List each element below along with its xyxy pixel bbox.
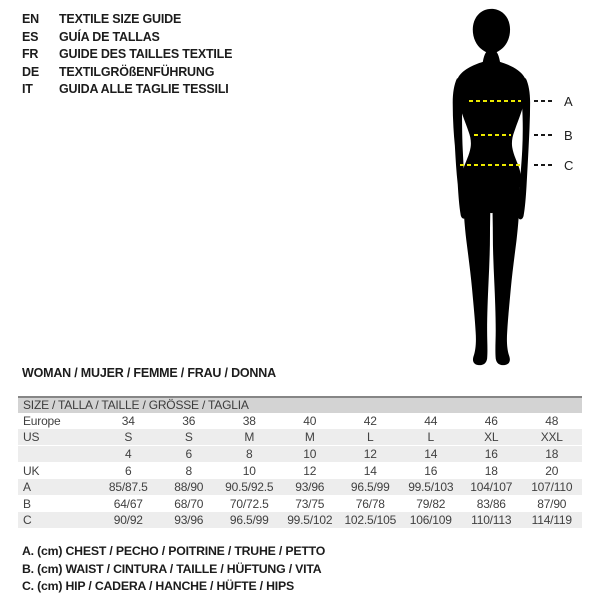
table-cell: 16	[461, 446, 522, 463]
marker-c-label: C	[564, 158, 574, 173]
table-cell: 18	[522, 446, 583, 463]
table-cell: 76/78	[355, 497, 385, 511]
table-cell: 20	[545, 464, 559, 478]
section-title: WOMAN / MUJER / FEMME / FRAU / DONNA	[22, 366, 276, 380]
table-cell: 114/119	[522, 512, 583, 529]
table-cell: 46	[484, 414, 498, 428]
table-cell: 96.5/99	[340, 479, 401, 496]
table-cell: 87/90	[537, 497, 567, 511]
language-row-fr	[22, 46, 232, 64]
row-label: C	[18, 512, 98, 529]
hip-measure-line	[460, 164, 522, 166]
table-cell: 12	[303, 464, 317, 478]
table-cell: 10	[280, 446, 341, 463]
table-row-europe	[18, 413, 582, 429]
table-row-hip-c	[18, 512, 582, 529]
table-cell: 34	[121, 414, 135, 428]
table-cell: 110/113	[461, 512, 522, 529]
language-row-en	[22, 11, 232, 29]
table-cell: 70/72.5	[229, 497, 269, 511]
waist-leader-line	[534, 134, 554, 136]
row-label: UK	[23, 464, 40, 478]
chest-leader-line	[534, 100, 554, 102]
table-cell: 85/87.5	[98, 479, 159, 496]
table-cell: 88/90	[159, 479, 220, 496]
table-cell: 106/109	[401, 512, 462, 529]
table-cell: 10	[242, 464, 256, 478]
table-cell: 90/92	[98, 512, 159, 529]
row-label: A	[18, 479, 98, 496]
table-cell: M	[219, 429, 280, 446]
table-cell: 107/110	[522, 479, 583, 496]
language-code: ES	[22, 29, 39, 44]
language-code: DE	[22, 64, 39, 79]
table-cell: 83/86	[476, 497, 506, 511]
table-cell: 73/75	[295, 497, 325, 511]
language-label: TEXTILE SIZE GUIDE	[59, 12, 182, 26]
table-cell: L	[401, 429, 462, 446]
table-cell: 48	[545, 414, 559, 428]
table-cell: 6	[159, 446, 220, 463]
table-cell: 16	[424, 464, 438, 478]
table-cell: M	[280, 429, 341, 446]
marker-a-label: A	[564, 94, 573, 109]
size-table-header: SIZE / TALLA / TAILLE / GRÖSSE / TAGLIA	[18, 397, 582, 413]
table-cell: S	[159, 429, 220, 446]
table-cell: XXL	[522, 429, 583, 446]
table-cell: XL	[461, 429, 522, 446]
language-code: IT	[22, 82, 33, 96]
table-cell: 64/67	[113, 497, 143, 511]
table-cell: 42	[363, 414, 377, 428]
legend-hip: C. (cm) HIP / CADERA / HANCHE / HÜFTE / HIPS	[22, 579, 295, 593]
language-code: EN	[22, 12, 39, 26]
waist-measure-line	[474, 134, 511, 136]
table-cell: 99.5/102	[280, 512, 341, 529]
table-cell: 93/96	[280, 479, 341, 496]
table-cell: 6	[125, 464, 132, 478]
language-list	[22, 11, 232, 99]
table-cell: 102.5/105	[340, 512, 401, 529]
language-label: GUIDA ALLE TAGLIE TESSILI	[59, 82, 229, 96]
legend-chest: A. (cm) CHEST / PECHO / POITRINE / TRUHE / PETTO	[22, 544, 326, 558]
table-cell: 8	[219, 446, 280, 463]
language-row-de	[22, 64, 232, 82]
table-row-chest-a	[18, 479, 582, 496]
table-cell: 68/70	[174, 497, 204, 511]
size-table-header-row	[18, 397, 582, 413]
language-label: GUÍA DE TALLAS	[59, 29, 160, 44]
chest-measure-line	[469, 100, 521, 102]
table-row-waist-b	[18, 496, 582, 513]
measurement-legend	[22, 543, 325, 596]
woman-silhouette-figure	[452, 8, 538, 368]
row-label: B	[23, 497, 31, 511]
row-label: US	[18, 429, 98, 446]
table-row-uk	[18, 463, 582, 480]
table-row-us-numeric	[18, 446, 582, 463]
table-cell: 18	[484, 464, 498, 478]
marker-b-label: B	[564, 128, 573, 143]
table-cell: 96.5/99	[219, 512, 280, 529]
table-cell: 40	[303, 414, 317, 428]
table-cell: 44	[424, 414, 438, 428]
table-cell: 93/96	[159, 512, 220, 529]
table-cell: L	[340, 429, 401, 446]
language-label: TEXTILGRÖßENFÜHRUNG	[59, 64, 215, 79]
language-code: FR	[22, 47, 39, 61]
table-cell: 36	[182, 414, 196, 428]
table-cell: 79/82	[416, 497, 446, 511]
language-row-es	[22, 29, 232, 47]
table-cell: 4	[98, 446, 159, 463]
row-label	[18, 446, 98, 463]
table-cell: 104/107	[461, 479, 522, 496]
legend-waist: B. (cm) WAIST / CINTURA / TAILLE / HÜFTUNG / VITA	[22, 561, 322, 576]
table-cell: 99.5/103	[401, 479, 462, 496]
language-row-it	[22, 81, 232, 99]
hip-leader-line	[534, 164, 554, 166]
language-label: GUIDE DES TAILLES TEXTILE	[59, 47, 233, 61]
size-table	[18, 396, 582, 529]
table-cell: 14	[401, 446, 462, 463]
table-cell: 90.5/92.5	[219, 479, 280, 496]
table-cell: 12	[340, 446, 401, 463]
table-cell: 8	[185, 464, 192, 478]
table-cell: 38	[242, 414, 256, 428]
row-label: Europe	[23, 414, 61, 428]
table-row-us-letter	[18, 429, 582, 446]
woman-silhouette-icon	[452, 8, 538, 368]
table-cell: 14	[363, 464, 377, 478]
table-cell: S	[98, 429, 159, 446]
